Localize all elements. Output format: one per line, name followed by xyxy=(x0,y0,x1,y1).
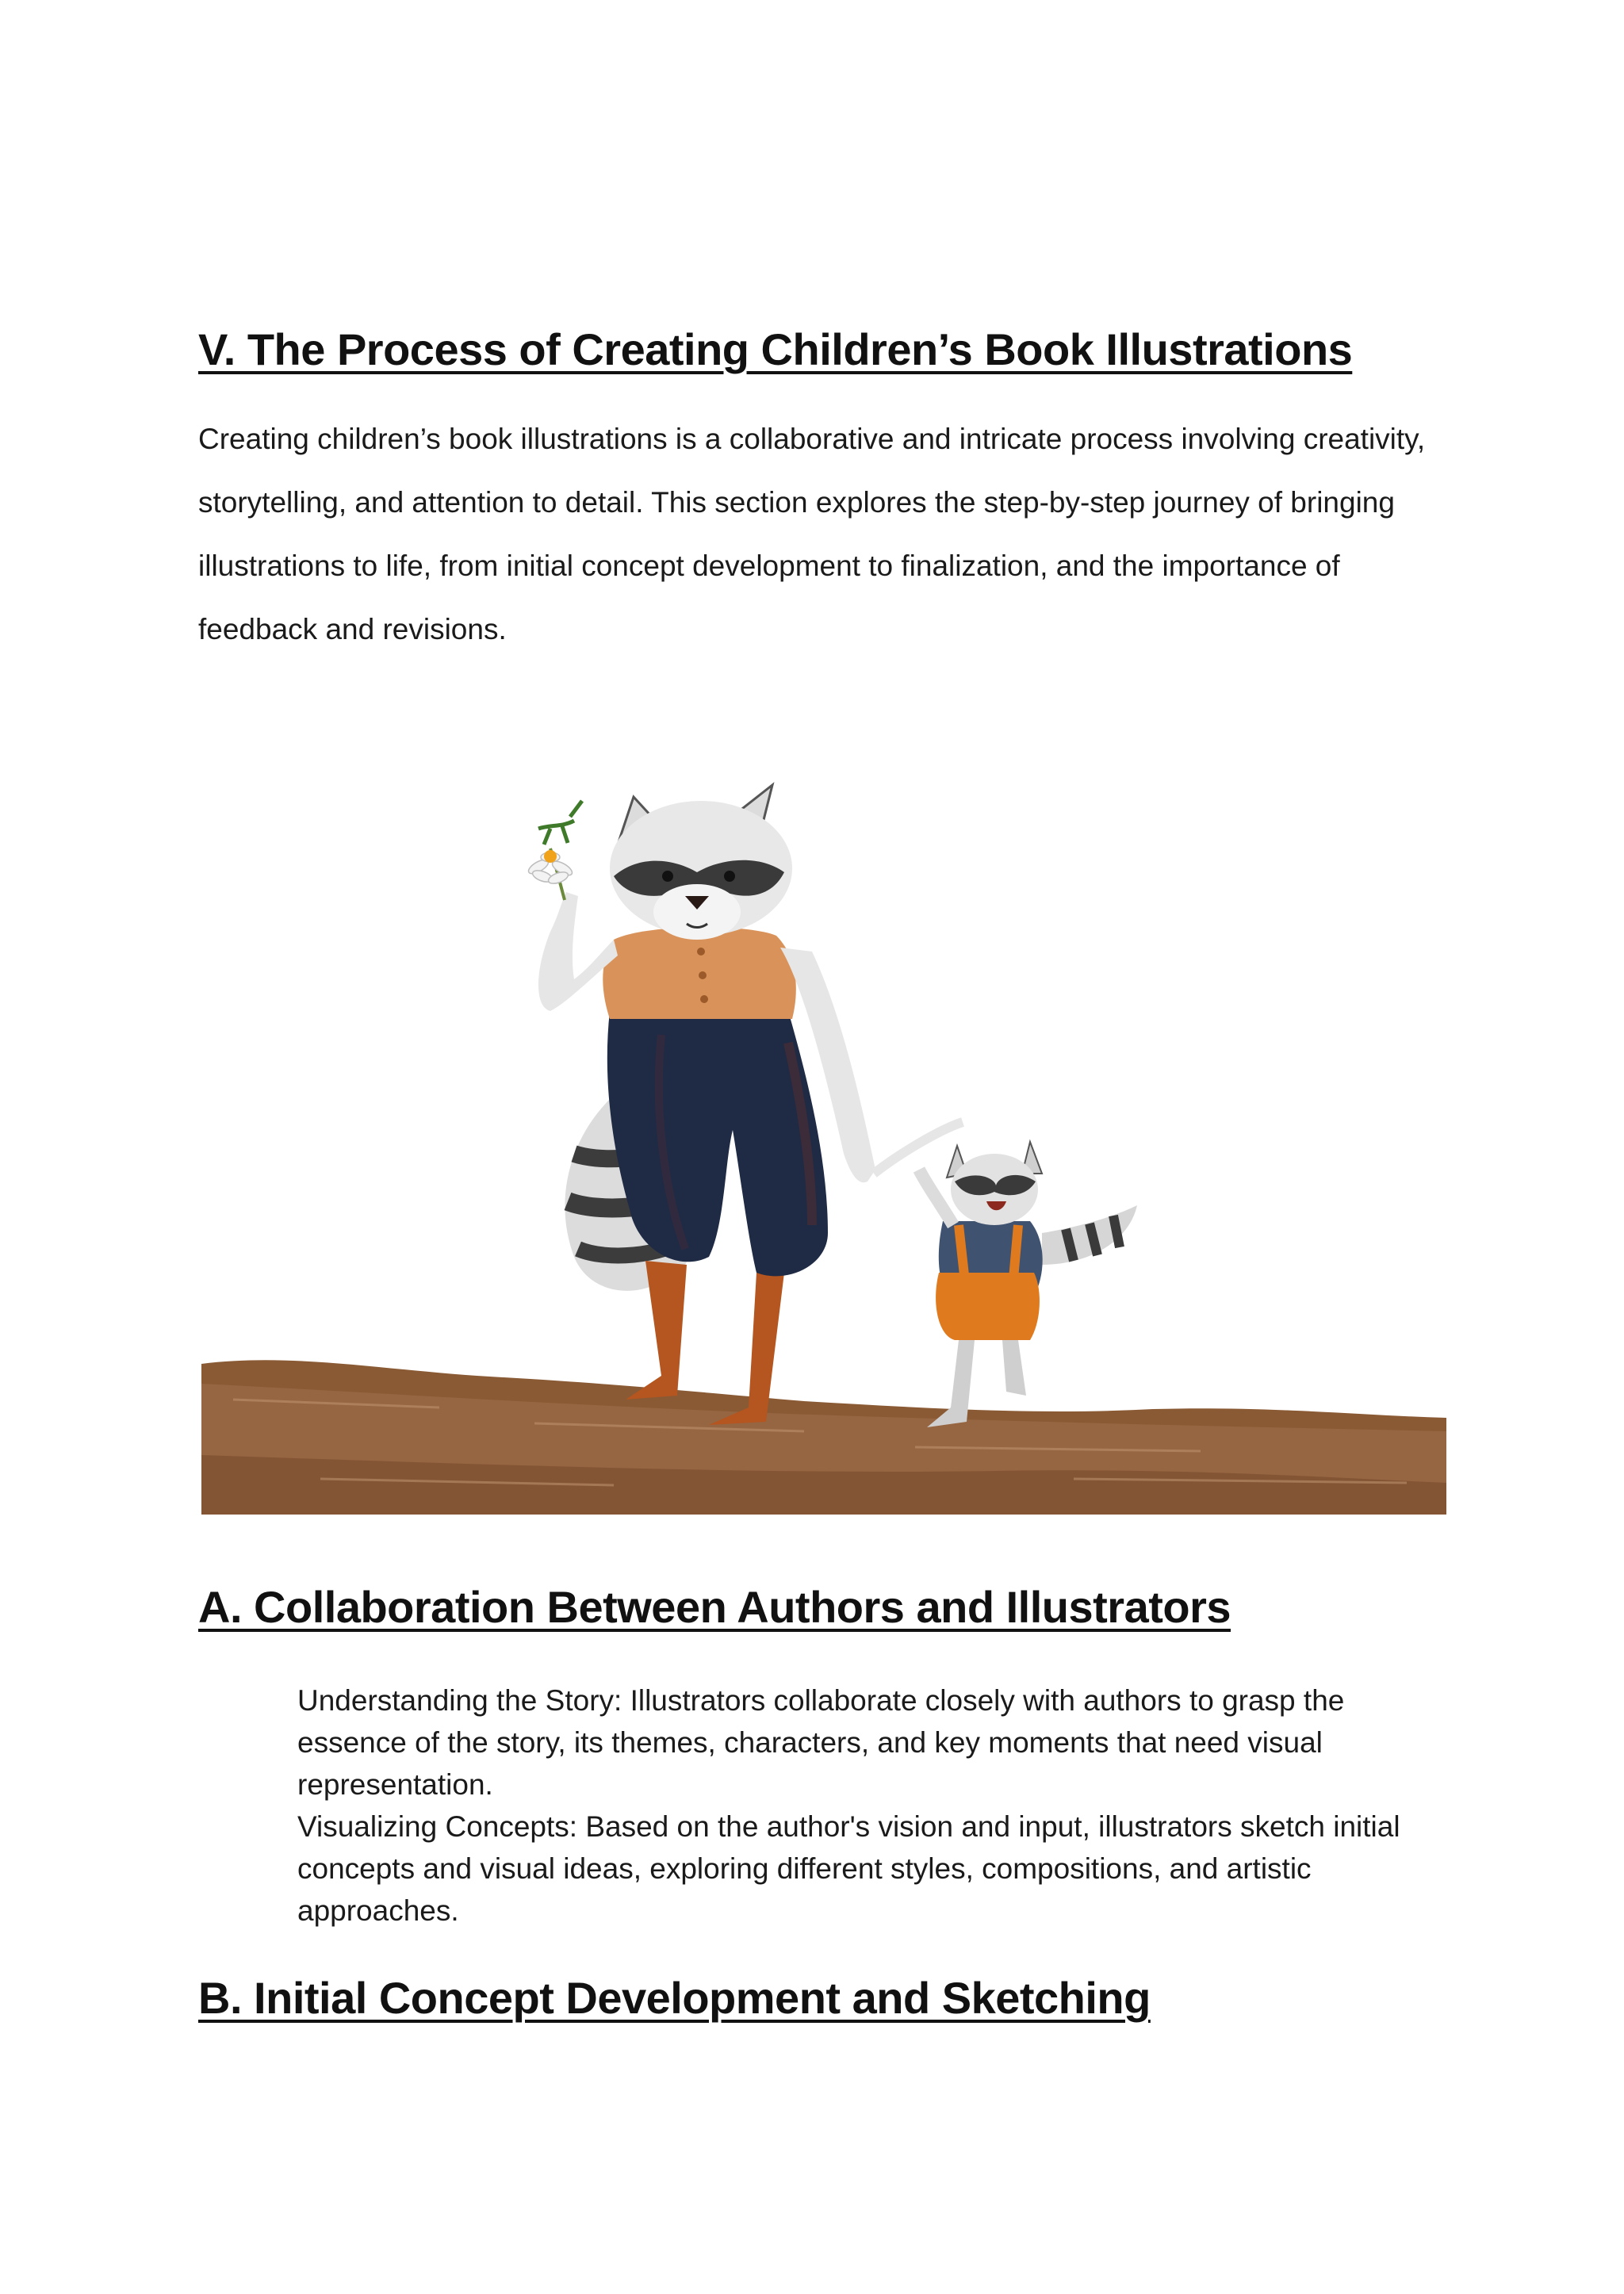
raccoon-illustration xyxy=(201,781,1446,1515)
list-item: Visualizing Concepts: Based on the author's vision and input, illustrators sketch initial concepts and visual ideas, exploring different styles, compositions, and artistic approaches. xyxy=(297,1810,1400,1927)
collaboration-list xyxy=(297,1679,1455,1932)
subsection-title-a: A. Collaboration Between Authors and Illustrators xyxy=(198,1582,1231,1632)
big-raccoon-head xyxy=(610,785,792,940)
list-item: Understanding the Story: Illustrators collaborate closely with authors to grasp the essence of the story, its themes, characters, and key moments that need visual representation. xyxy=(297,1684,1345,1801)
intro-paragraph: Creating children’s book illustrations is a collaborative and intricate process involving creativity, storytelling, and attention to detail. This section explores the step-by-step journey of bringing illustrations to life, from initial concept development to finalization, and the importance of feedback and revisions. xyxy=(198,423,1426,645)
subsection-title-b: B. Initial Concept Development and Sketching xyxy=(198,1973,1151,2023)
section-title: V. The Process of Creating Children’s Book Illustrations xyxy=(198,324,1353,374)
small-raccoon xyxy=(919,1142,1137,1427)
flower-with-grasshopper xyxy=(527,801,582,900)
